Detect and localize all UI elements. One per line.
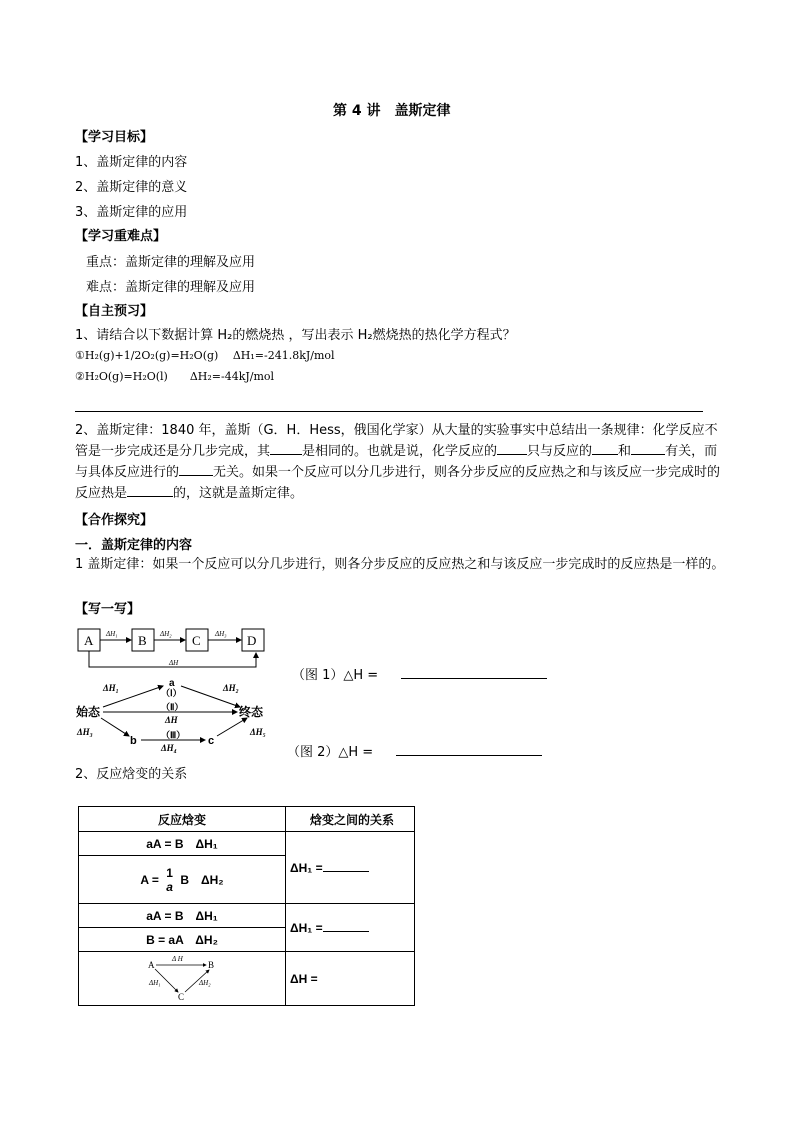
equation-2: ②H₂O(g)=H₂O(l) ΔH₂=-44kJ/mol (75, 370, 275, 383)
section-write: 【写一写】 (75, 602, 141, 617)
table-row-4: B = aA ΔH₂ (79, 928, 286, 952)
relation-2: ΔH₁ = (286, 904, 415, 952)
node-a-label: A (84, 633, 94, 648)
dh3-label: ΔH₃ (215, 630, 227, 638)
objective-1: 1、盖斯定律的内容 (75, 155, 188, 170)
figure-2-caption: （图 2）△H = (287, 745, 374, 760)
start-state: 始态 (76, 705, 101, 719)
dh2-label: ΔH₂ (160, 630, 172, 638)
dh-label: ΔH (169, 659, 179, 667)
node-c-small: c (208, 735, 215, 747)
blank-4[interactable] (631, 441, 665, 455)
svg-text:ΔH₂: ΔH₂ (223, 683, 239, 693)
relation-2-blank[interactable] (323, 921, 369, 932)
answer-line (75, 411, 703, 412)
svg-text:C: C (178, 991, 185, 1002)
svg-text:ΔH: ΔH (165, 715, 178, 725)
hard-point: 难点：盖斯定律的理解及应用 (86, 280, 256, 295)
page-title: 第 4 讲 盖斯定律 (333, 103, 451, 119)
node-d-label: D (247, 633, 257, 648)
node-a-small: a (169, 678, 175, 689)
figure-1-diagram (75, 626, 275, 674)
dh1-label: ΔH₁ (106, 630, 118, 638)
svg-text:（Ⅰ）: （Ⅰ） (161, 688, 182, 698)
part2-title: 2、反应焓变的关系 (75, 767, 188, 782)
table-header-1: 反应焓变 (79, 807, 286, 832)
node-b-label: B (138, 633, 147, 648)
table-row-3: aA = B ΔH₁ (79, 904, 286, 928)
blank-2[interactable] (497, 441, 527, 455)
svg-text:ΔH₅: ΔH₅ (250, 727, 266, 737)
preview-question-2: 2、盖斯定律：1840 年，盖斯（G．H．Hess，俄国化学家）从大量的实验事实中总结出一条规律：化学反应不管是一步完成还是分几步完成，其 是相同的。也就是说，化学反应的 只与反应的 和 有关，而与具体反应进行的 无关。如果一个反应可以分几步进行，则各分步反应的反应热之和与该反应一步完成时的反应热是 的，这就是盖斯定律。 (75, 423, 721, 501)
svg-text:ΔH₁: ΔH₁ (103, 683, 119, 693)
equation-1: ①H₂(g)+1/2O₂(g)=H₂O(g) ΔH₁=-241.8kJ/mol (75, 349, 335, 362)
relation-1-blank[interactable] (323, 861, 369, 872)
svg-text:ΔH₂: ΔH₂ (199, 978, 211, 987)
preview-question-1: 1、请结合以下数据计算 H₂的燃烧热 ，写出表示 H₂燃烧热的热化学方程式？ (75, 328, 516, 343)
svg-text:ΔH₁: ΔH₁ (149, 978, 161, 987)
section-preview: 【自主预习】 (75, 304, 154, 319)
section-objectives: 【学习目标】 (75, 130, 154, 145)
svg-text:A: A (148, 959, 155, 970)
end-state: 终态 (239, 705, 264, 719)
objective-2: 2、盖斯定律的意义 (75, 180, 188, 195)
figure-1-caption: （图 1）△H = (292, 668, 379, 683)
figure-2-diagram (75, 676, 285, 756)
blank-1[interactable] (270, 441, 302, 455)
blank-6[interactable] (127, 483, 173, 497)
figure-1-answer-line[interactable] (401, 678, 547, 679)
relation-3[interactable]: ΔH = (286, 952, 415, 1006)
svg-text:ΔH₄: ΔH₄ (161, 743, 177, 753)
table-row-5 (79, 952, 286, 1006)
table-row-1: aA = B ΔH₁ (79, 832, 286, 856)
blank-5[interactable] (179, 462, 213, 476)
blank-3[interactable] (592, 441, 618, 455)
section-difficulty: 【学习重难点】 (75, 229, 167, 244)
node-b-small: b (130, 735, 137, 747)
part1-text: 1 盖斯定律：如果一个反应可以分几步进行，则各分步反应的反应热之和与该反应一步完成时的反应热是一样的。 (75, 557, 725, 572)
table-header-2: 焓变之间的关系 (286, 807, 415, 832)
svg-text:Δ H: Δ H (172, 954, 183, 963)
node-c-label: C (192, 633, 201, 648)
svg-text:（Ⅱ）: （Ⅱ） (161, 702, 184, 712)
svg-text:B: B (208, 959, 215, 970)
figure-2-answer-line[interactable] (396, 755, 542, 756)
relation-1: ΔH₁ = (286, 832, 415, 904)
table-row-2: A = 1 a B ΔH₂ (79, 856, 286, 904)
enthalpy-table (78, 806, 415, 1006)
svg-text:（Ⅲ）: （Ⅲ） (161, 730, 186, 740)
key-point: 重点：盖斯定律的理解及应用 (86, 255, 256, 270)
objective-3: 3、盖斯定律的应用 (75, 205, 188, 220)
triangle-diagram (147, 955, 217, 1003)
section-explore: 【合作探究】 (75, 513, 154, 528)
svg-text:ΔH₃: ΔH₃ (77, 727, 93, 737)
part1-title: 一．盖斯定律的内容 (75, 538, 193, 553)
